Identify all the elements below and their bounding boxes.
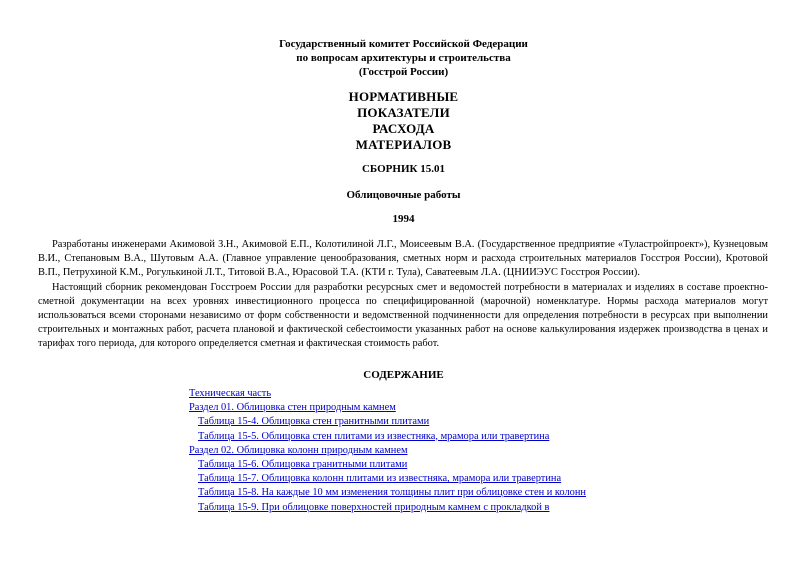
toc-link-section-01[interactable]: Раздел 01. Облицовка стен природным камнем (189, 402, 396, 414)
collection-number: СБОРНИК 15.01 (361, 163, 445, 175)
publication-year: 1994 (392, 213, 415, 225)
title-line-2: ПОКАЗАТЕЛИ (357, 105, 450, 120)
toc-link-section-02[interactable]: Раздел 02. Облицовка колонн природным камнем (189, 444, 408, 456)
table-of-contents (189, 387, 597, 515)
issuing-authority (0, 37, 807, 79)
authors-paragraph: Разработаны инженерами Акимовой З.Н., Акимовой Е.П., Колотилиной Л.Г., Моисеевым В.А. (Государственное предприятие «Туластройпроект»), Кузнецовым В.И., Степановым В.А., Шутовым А.А. (Главное управление ценообразования, сметных норм и расхода строительных материалов Госстроя России), Кротовой В.П., Петрухиной К.М., Рогулькиной Л.Т., Титовой В.А., Юрасовой Т.А. (КТИ г. Тула), Саватеевым Л.А. (ЦНИИЭУС Госстроя России). (38, 239, 768, 279)
document-title (0, 89, 807, 153)
toc-link-table-15-8[interactable]: Таблица 15-8. На каждые 10 мм изменения толщины плит при облицовке стен и колонн (198, 487, 586, 499)
toc-link-table-15-4[interactable]: Таблица 15-4. Облицовка стен гранитными плитами (198, 416, 430, 428)
toc-link-table-15-9[interactable]: Таблица 15-9. При облицовке поверхностей природным камнем с прокладкой в (198, 501, 550, 513)
toc-link-table-15-7[interactable]: Таблица 15-7. Облицовка колонн плитами из известняка, мрамора или травертина (198, 473, 562, 485)
authority-line-3: (Госстрой России) (358, 66, 449, 78)
authority-line-2: по вопросам архитектуры и строительства (296, 52, 511, 64)
purpose-paragraph: Настоящий сборник рекомендован Госстроем России для разработки ресурсных смет и ведомостей потребности в материалах и изделиях в составе проектно-сметной документации на всех уровнях инвестиционного процесса по специфицированной (марочной) номенклатуре. Нормы расхода материалов могут использоваться всеми сторонами независимо от форм собственности и ведомственной подчиненности для определения потребности в ресурсах при выполнении строительных и монтажных работ, расчета плановой и фактической себестоимости указанных работ на основе калькулирования издержек производства в ценах и тарифах того периода, для которого определяется сметная и фактическая стоимость работ. (38, 281, 768, 350)
intro-text (38, 238, 768, 352)
contents-heading: СОДЕРЖАНИЕ (363, 369, 444, 381)
title-line-4: МАТЕРИАЛОВ (355, 137, 452, 152)
authority-line-1: Государственный комитет Российской Федерации (279, 38, 528, 50)
toc-link-table-15-5[interactable]: Таблица 15-5. Облицовка стен плитами из известняка, мрамора или травертина (198, 430, 550, 442)
toc-link-table-15-6[interactable]: Таблица 15-6. Облицовка гранитными плитами (198, 459, 408, 471)
title-line-1: НОРМАТИВНЫЕ (348, 89, 459, 104)
toc-link-technical-part[interactable]: Техническая часть (189, 388, 272, 399)
title-line-3: РАСХОДА (372, 121, 435, 136)
collection-subject: Облицовочные работы (346, 189, 461, 201)
